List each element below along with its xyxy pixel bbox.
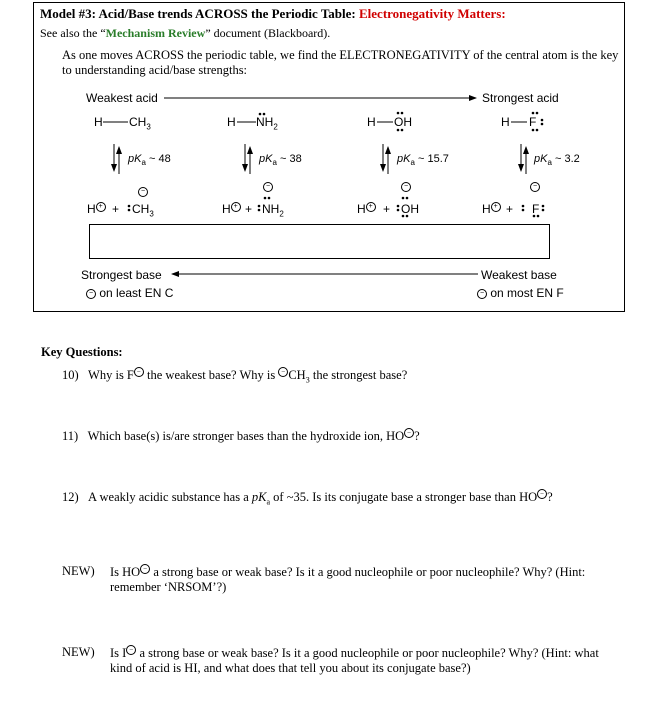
question-10: 10) Why is F − the weakest base? Why is − $CH_3$ the strongest base?	[62, 368, 408, 385]
acid-nh3-h: H	[227, 115, 236, 129]
equilibrium-arrow-3	[383, 144, 388, 174]
base-ch3-anion: $CH_3$	[132, 202, 154, 219]
model-title-text: Model #3: Acid/Base trends ACROSS the Periodic Table:	[40, 6, 359, 21]
new-question-2: Is I − a strong base or weak base? Is it a good nucleophile or poor nucleophile? Why? (Hint: what kind of acid is HI, and what does that tell you about its conjugate base?)	[110, 646, 599, 676]
base-nh2-plus: +	[245, 202, 253, 216]
weakest-base-label: Weakest base	[481, 268, 557, 282]
new-question-1-num: NEW)	[62, 564, 95, 578]
plus-charge-icon: +	[96, 202, 106, 212]
base-nh2-proton: H +	[222, 202, 241, 216]
see-also-pre: See also the “	[40, 26, 106, 40]
acid-nh3-group: $NH_2$	[256, 115, 278, 132]
minus-charge-icon: −	[86, 289, 96, 299]
model-title-highlight: Electronegativity Matters:	[359, 6, 506, 21]
question-12: 12) A weakly acidic substance has a $pK_a$ of ~35. Is its conjugate base a stronger base than HO − ?	[62, 490, 553, 507]
least-en-note: − on least EN C	[86, 286, 173, 300]
base-ch3-proton: H +	[87, 202, 106, 216]
acid-hf-group: F	[529, 115, 537, 129]
base-oh-anion: OH	[401, 202, 419, 216]
minus-charge-icon: −	[138, 187, 148, 197]
intro-paragraph: As one moves ACROSS the periodic table, we find the ELECTRONEGATIVITY of the central atom is the key to understanding acid/base strengths:	[62, 48, 619, 77]
base-nh2-anion: $NH_2$	[262, 202, 284, 219]
base-ch3-plus: +	[112, 202, 120, 216]
base-oh-proton: H +	[357, 202, 376, 216]
base-oh-plus: +	[383, 202, 391, 216]
minus-charge-icon: −	[140, 564, 150, 574]
minus-charge-icon: −	[278, 367, 288, 377]
acid-hf-h: H	[501, 115, 510, 129]
minus-charge-icon: −	[401, 182, 411, 192]
equilibrium-arrow-1	[114, 144, 119, 174]
strongest-acid-label: Strongest acid	[482, 91, 559, 105]
pka-h2o: $pK_a$ ~ 15.7	[397, 153, 449, 168]
base-f-plus: +	[506, 202, 514, 216]
minus-charge-icon: −	[404, 428, 414, 438]
see-also-post: ” document (Blackboard).	[205, 26, 331, 40]
base-f-anion: F	[532, 202, 540, 216]
plus-charge-icon: +	[491, 202, 501, 212]
equilibrium-arrow-4	[521, 144, 526, 174]
question-11: 11) Which base(s) is/are stronger bases than the hydroxide ion, HO − ?	[62, 429, 420, 444]
minus-charge-icon: −	[477, 289, 487, 299]
minus-charge-icon: −	[530, 182, 540, 192]
answer-box[interactable]	[89, 224, 550, 259]
new-question-1: Is HO − a strong base or weak base? Is it a good nucleophile or poor nucleophile? Why? (Hint: remember ‘NRSOM’?)	[110, 565, 586, 595]
strongest-base-label: Strongest base	[81, 268, 162, 282]
minus-charge-icon: −	[263, 182, 273, 192]
pka-nh3: $pK_a$ ~ 38	[259, 153, 302, 168]
acid-ch4-h: H	[94, 115, 103, 129]
acid-h2o-group: OH	[394, 115, 412, 129]
most-en-note: − on most EN F	[477, 286, 564, 300]
weakest-acid-label: Weakest acid	[86, 91, 158, 105]
mechanism-review-link[interactable]: Mechanism Review	[105, 26, 206, 40]
pka-ch4: $pK_a$ ~ 48	[128, 153, 171, 168]
plus-charge-icon: +	[366, 202, 376, 212]
base-f-proton: H +	[482, 202, 501, 216]
equilibrium-arrow-2	[245, 144, 250, 174]
minus-charge-icon: −	[537, 489, 547, 499]
minus-charge-icon: −	[134, 367, 144, 377]
new-question-2-num: NEW)	[62, 645, 95, 659]
acid-ch4-group: $CH_3$	[129, 115, 151, 132]
key-questions-heading: Key Questions:	[41, 345, 123, 359]
minus-charge-icon: −	[126, 645, 136, 655]
acid-h2o-h: H	[367, 115, 376, 129]
pka-hf: $pK_a$ ~ 3.2	[534, 153, 580, 168]
plus-charge-icon: +	[231, 202, 241, 212]
